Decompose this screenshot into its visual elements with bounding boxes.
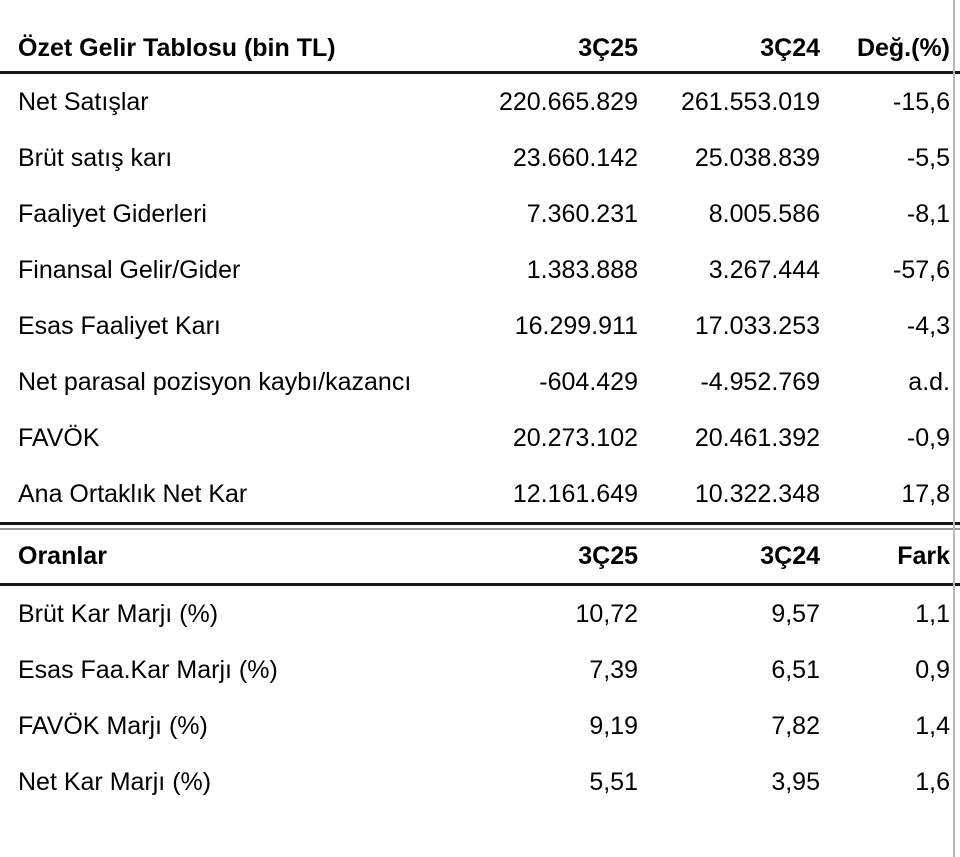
value-change: -15,6 — [893, 87, 950, 116]
value-3c24: -4.952.769 — [700, 367, 820, 396]
value-3c24: 20.461.392 — [694, 423, 820, 452]
ratios-table — [0, 530, 960, 810]
income-table-title: Özet Gelir Tablosu (bin TL) — [18, 34, 336, 62]
row-label: Ana Ortaklık Net Kar — [18, 479, 248, 508]
value-change: -57,6 — [893, 255, 950, 284]
table-row — [0, 242, 960, 298]
value-3c25: 16.299.911 — [514, 311, 638, 340]
col-header-3c24: 3Ç24 — [760, 34, 820, 62]
value-3c25: 220.665.829 — [498, 87, 638, 116]
row-label: Finansal Gelir/Gider — [18, 255, 241, 284]
row-label: Net Kar Marjı (%) — [18, 767, 212, 796]
col-header-change-pct: Değ.(%) — [856, 34, 950, 62]
table-row — [0, 410, 960, 466]
value-change: -8,1 — [906, 199, 950, 228]
table-row — [0, 642, 960, 698]
table-row — [0, 298, 960, 354]
table-row — [0, 466, 960, 522]
value-change: -5,5 — [906, 143, 950, 172]
table-row — [0, 130, 960, 186]
value-3c25: 9,19 — [589, 711, 638, 740]
value-3c25: 23.660.142 — [512, 143, 638, 172]
ratios-header-row — [0, 530, 960, 586]
value-3c25: 7,39 — [589, 655, 638, 684]
value-3c24: 17.033.253 — [694, 311, 820, 340]
income-statement-rows — [0, 74, 960, 525]
value-3c24: 3.267.444 — [708, 255, 820, 284]
value-change: 1,4 — [915, 711, 950, 740]
value-3c25: -604.429 — [539, 367, 638, 396]
col-header-3c25: 3Ç25 — [578, 34, 638, 62]
row-label: Net Satışlar — [18, 87, 149, 116]
value-change: 1,6 — [915, 767, 950, 796]
value-3c24: 25.038.839 — [694, 143, 820, 172]
right-edge-gridline — [953, 0, 955, 857]
income-header-row — [0, 0, 960, 74]
value-3c24: 3,95 — [771, 767, 820, 796]
row-label: FAVÖK Marjı (%) — [18, 711, 208, 740]
table-row — [0, 698, 960, 754]
col-header-3c24: 3Ç24 — [760, 542, 820, 570]
value-change: 0,9 — [915, 655, 950, 684]
table-row — [0, 354, 960, 410]
value-3c25: 12.161.649 — [512, 479, 638, 508]
value-3c25: 20.273.102 — [512, 423, 638, 452]
row-label: Esas Faa.Kar Marjı (%) — [18, 655, 278, 684]
value-3c25: 7.360.231 — [526, 199, 638, 228]
value-3c25: 1.383.888 — [526, 255, 638, 284]
value-3c24: 10.322.348 — [694, 479, 820, 508]
value-3c24: 6,51 — [771, 655, 820, 684]
row-label: Faaliyet Giderleri — [18, 199, 207, 228]
row-label: Net parasal pozisyon kaybı/kazancı — [18, 367, 412, 396]
row-label: Esas Faaliyet Karı — [18, 311, 221, 340]
value-change: -4,3 — [906, 311, 950, 340]
value-change: a.d. — [908, 367, 950, 396]
value-3c24: 261.553.019 — [680, 87, 820, 116]
table-row — [0, 586, 960, 642]
table-row — [0, 186, 960, 242]
value-3c24: 8.005.586 — [708, 199, 820, 228]
row-label: Brüt Kar Marjı (%) — [18, 599, 219, 628]
col-header-3c25: 3Ç25 — [578, 542, 638, 570]
value-3c25: 10,72 — [575, 599, 638, 628]
col-header-fark: Fark — [897, 542, 950, 570]
value-change: 17,8 — [901, 479, 950, 508]
value-3c24: 7,82 — [771, 711, 820, 740]
table-row — [0, 754, 960, 810]
ratios-rows — [0, 586, 960, 810]
ratios-table-title: Oranlar — [18, 542, 107, 570]
value-change: -0,9 — [906, 423, 950, 452]
row-label: Brüt satış karı — [18, 143, 173, 172]
table-row — [0, 74, 960, 130]
value-change: 1,1 — [915, 599, 950, 628]
value-3c24: 9,57 — [771, 599, 820, 628]
row-label: FAVÖK — [18, 423, 100, 452]
value-3c25: 5,51 — [589, 767, 638, 796]
